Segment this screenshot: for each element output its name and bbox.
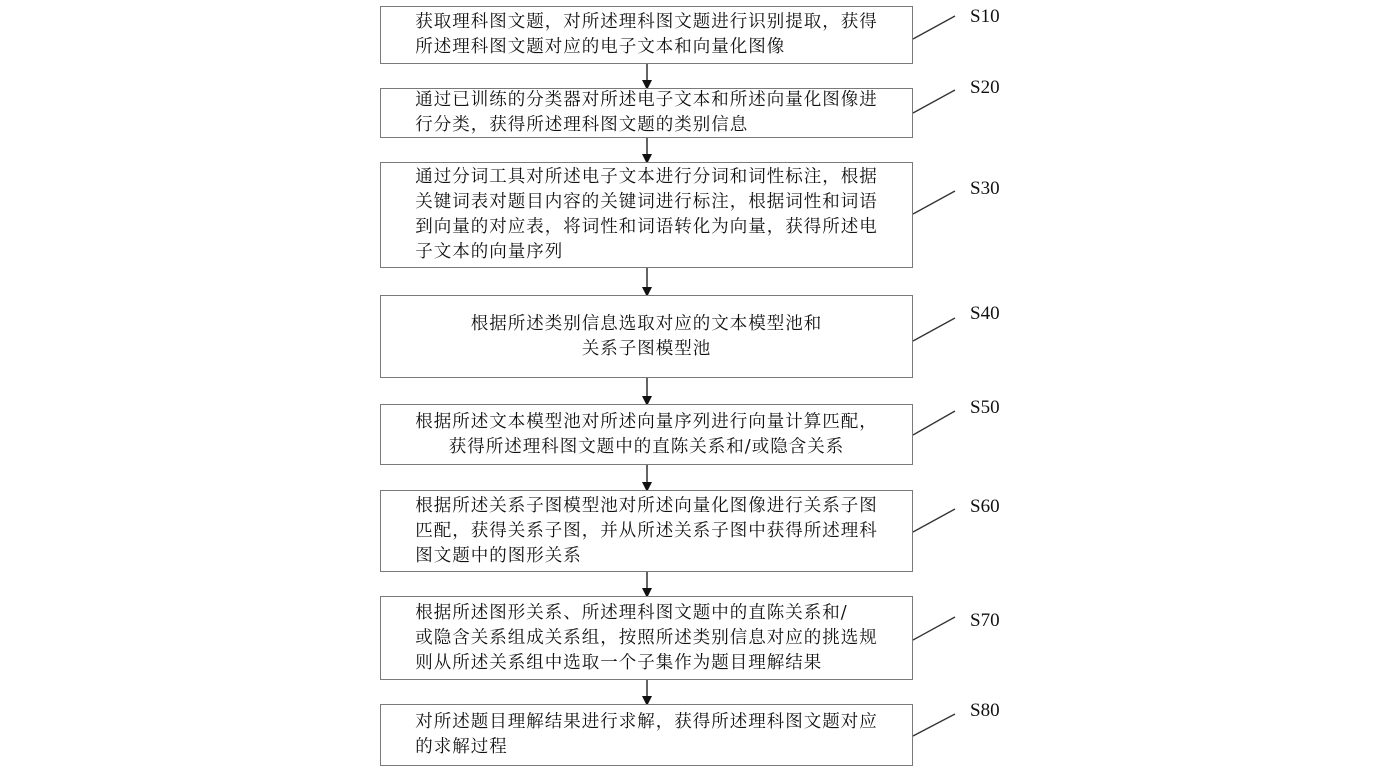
step-box-s60 bbox=[380, 490, 913, 572]
step-label-s50: S50 bbox=[970, 397, 1000, 418]
step-label-s30: S30 bbox=[970, 178, 1000, 199]
step-text-s30: 通过分词工具对所述电子文本进行分词和词性标注，根据 关键词表对题目内容的关键词进行标注，根据词性和词语 到向量的对应表，将词性和词语转化为向量，获得所述电 子文本的向量序列 bbox=[415, 167, 878, 262]
leader-s20 bbox=[913, 90, 955, 113]
leader-s40 bbox=[913, 318, 955, 341]
step-box-s20 bbox=[380, 88, 913, 138]
step-text-s70: 根据所述图形关系、所述理科图文题中的直陈关系和/ 或隐含关系组成关系组，按照所述类别信息对应的挑选规 则从所述关系组中选取一个子集作为题目理解结果 bbox=[415, 602, 878, 673]
leader-s30 bbox=[913, 191, 955, 214]
leader-s10 bbox=[913, 16, 955, 39]
step-label-s70: S70 bbox=[970, 610, 1000, 631]
step-box-s80 bbox=[380, 704, 913, 766]
step-label-s20: S20 bbox=[970, 77, 1000, 98]
step-box-s50 bbox=[380, 404, 913, 465]
leader-s50 bbox=[913, 411, 955, 435]
leader-s70 bbox=[913, 617, 955, 640]
step-label-s60: S60 bbox=[970, 496, 1000, 517]
step-box-s40 bbox=[380, 295, 913, 378]
step-label-s40: S40 bbox=[970, 303, 1000, 324]
step-text-s80: 对所述题目理解结果进行求解，获得所述理科图文题对应 的求解过程 bbox=[415, 712, 878, 757]
step-text-s40: 根据所述类别信息选取对应的文本模型池和 关系子图模型池 bbox=[470, 313, 823, 359]
step-box-s10 bbox=[380, 6, 913, 64]
step-text-s60: 根据所述关系子图模型池对所述向量化图像进行关系子图 匹配，获得关系子图，并从所述关系子图中获得所述理科 图文题中的图形关系 bbox=[415, 495, 878, 566]
step-label-s80: S80 bbox=[970, 700, 1000, 721]
step-box-s70 bbox=[380, 596, 913, 680]
step-text-s10: 获取理科图文题，对所述理科图文题进行识别提取，获得 所述理科图文题对应的电子文本和向量化图像 bbox=[415, 12, 878, 57]
step-label-s10: S10 bbox=[970, 6, 1000, 27]
leader-s80 bbox=[913, 714, 955, 736]
step-text-s20: 通过已训练的分类器对所述电子文本和所述向量化图像进 行分类，获得所述理科图文题的类别信息 bbox=[415, 90, 878, 135]
step-box-s30 bbox=[380, 162, 913, 268]
leader-s60 bbox=[913, 509, 955, 532]
step-text-s50: 根据所述文本模型池对所述向量序列进行向量计算匹配， 获得所述理科图文题中的直陈关系和/或隐含关系 bbox=[415, 411, 878, 457]
